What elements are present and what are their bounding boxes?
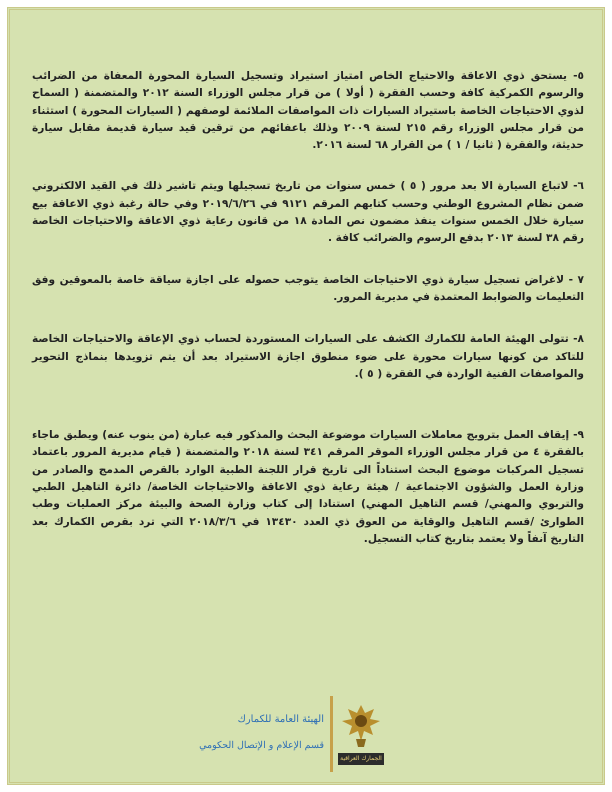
paragraph-item-7: ٧ - لاغراض تسجيل سيارة ذوي الاحتياجات الخاصة يتوجب حصوله على اجازة سياقة خاصة بالمعوقين وفق التعليمات والضوابط المعتمدة في مديرية المرور.	[32, 273, 584, 303]
eagle-emblem-icon	[338, 699, 384, 753]
paragraph-item-6: ٦- لاتباع السيارة الا بعد مرور ( ٥ ) خمس سنوات من تاريخ تسجيلها ويتم تاشير ذلك في القيد الالكتروني ضمن نظام المشروع الوطني وحسب كتابهم المرقم ٩١٢١ في ٢٠١٩/٦/٢٦ وفي حالة رغبة ذوي الاعاقة بيع سيارة خلال الخمس سنوات ينفذ مضمون نص المادة ١٨ من قانون رعاية ذوي الاعاقة والاحتياجات الخاصة رقم ٣٨ لسنة ٢٠١٣ بدفع الرسوم والضرائب كافة .	[32, 180, 585, 245]
paragraph-item-5: ٥- يستحق ذوي الاعاقة والاحتياج الخاص امتياز استيراد وتسجيل السيارة المحورة المعفاة من الضرائب والرسوم الكمركية كافة وحسب الفقرة ( أولا ) من قرار مجلس الوزراء السنة ٢٠١٢ والمتضمنة ( السماح لذوي الاحتياجات الخاصة باستيراد السيارات ذات المواصفات الملائمة لوصفهم ( السيارات المحورة ) استثناء من قرار مجلس الوزراء رقم ٢١٥ لسنة ٢٠٠٩ وذلك باعفائهم من ترقين قيد سيارة قديمة مقابل سيارة حديثة، والفقرة ( ثانيا / ١ ) من القرار ٦٨ لسنة ٢٠١٦.	[32, 70, 585, 152]
organization-name: الهيئة العامة للكمارك	[237, 714, 324, 725]
logo-caption: الجمارك العراقية	[338, 753, 384, 765]
document-body	[32, 68, 584, 572]
content-panel	[7, 7, 605, 785]
footer-divider	[330, 696, 333, 772]
department-name: قسم الإعلام و الإتصال الحكومي	[199, 740, 324, 751]
paragraph-item-8: ٨- تتولى الهيئة العامة للكمارك الكشف على السيارات المستوردة لحساب ذوي الإعاقة والاحتياجات الخاصة للتاكد من كونها سيارات محورة على ضوء منطوق اجازة الاستيراد بعد أن يتم تزويدها بنماذج التحوير والمواصفات الفنية الواردة في الفقرة ( ٥ ).	[32, 333, 584, 380]
paragraph-item-9: ٩- إيقاف العمل بترويج معاملات السيارات موضوعة البحث والمذكور فيه عبارة (من ينوب عنه) ويطبق ماجاء بالفقرة ٤ من قرار مجلس الوزراء الموقر المرقم ٣٤١ لسنة ٢٠١٨ والمتضمنة ( قيام مديرية المرور باعتماد تسجيل المركبات موضوع البحث استناداً الى تاريخ قرار اللجنة الطبية الوارد بالقرص المدمج والصادر من وزارة العمل والشؤون الاجتماعية / هيئة رعاية ذوي الاعاقة والاحتياجات الخاصة/ دائرة التاهيل الطبي والتربوي والمهني/ قسم التاهيل المهني) استنادا إلى كتاب وزارة الصحة والبيئة مركز العمليات وطب الطوارئ /قسم التاهيل والوقاية من العوق ذي العدد ١٣٤٣٠ في ٢٠١٨/٣/٦ التي ترد بقرص الكمارك بعد التاريخ آنفاً ولا يعتمد بتاريخ كتاب التسجيل.	[32, 429, 584, 545]
customs-logo-icon	[338, 699, 384, 765]
footer	[160, 696, 390, 772]
